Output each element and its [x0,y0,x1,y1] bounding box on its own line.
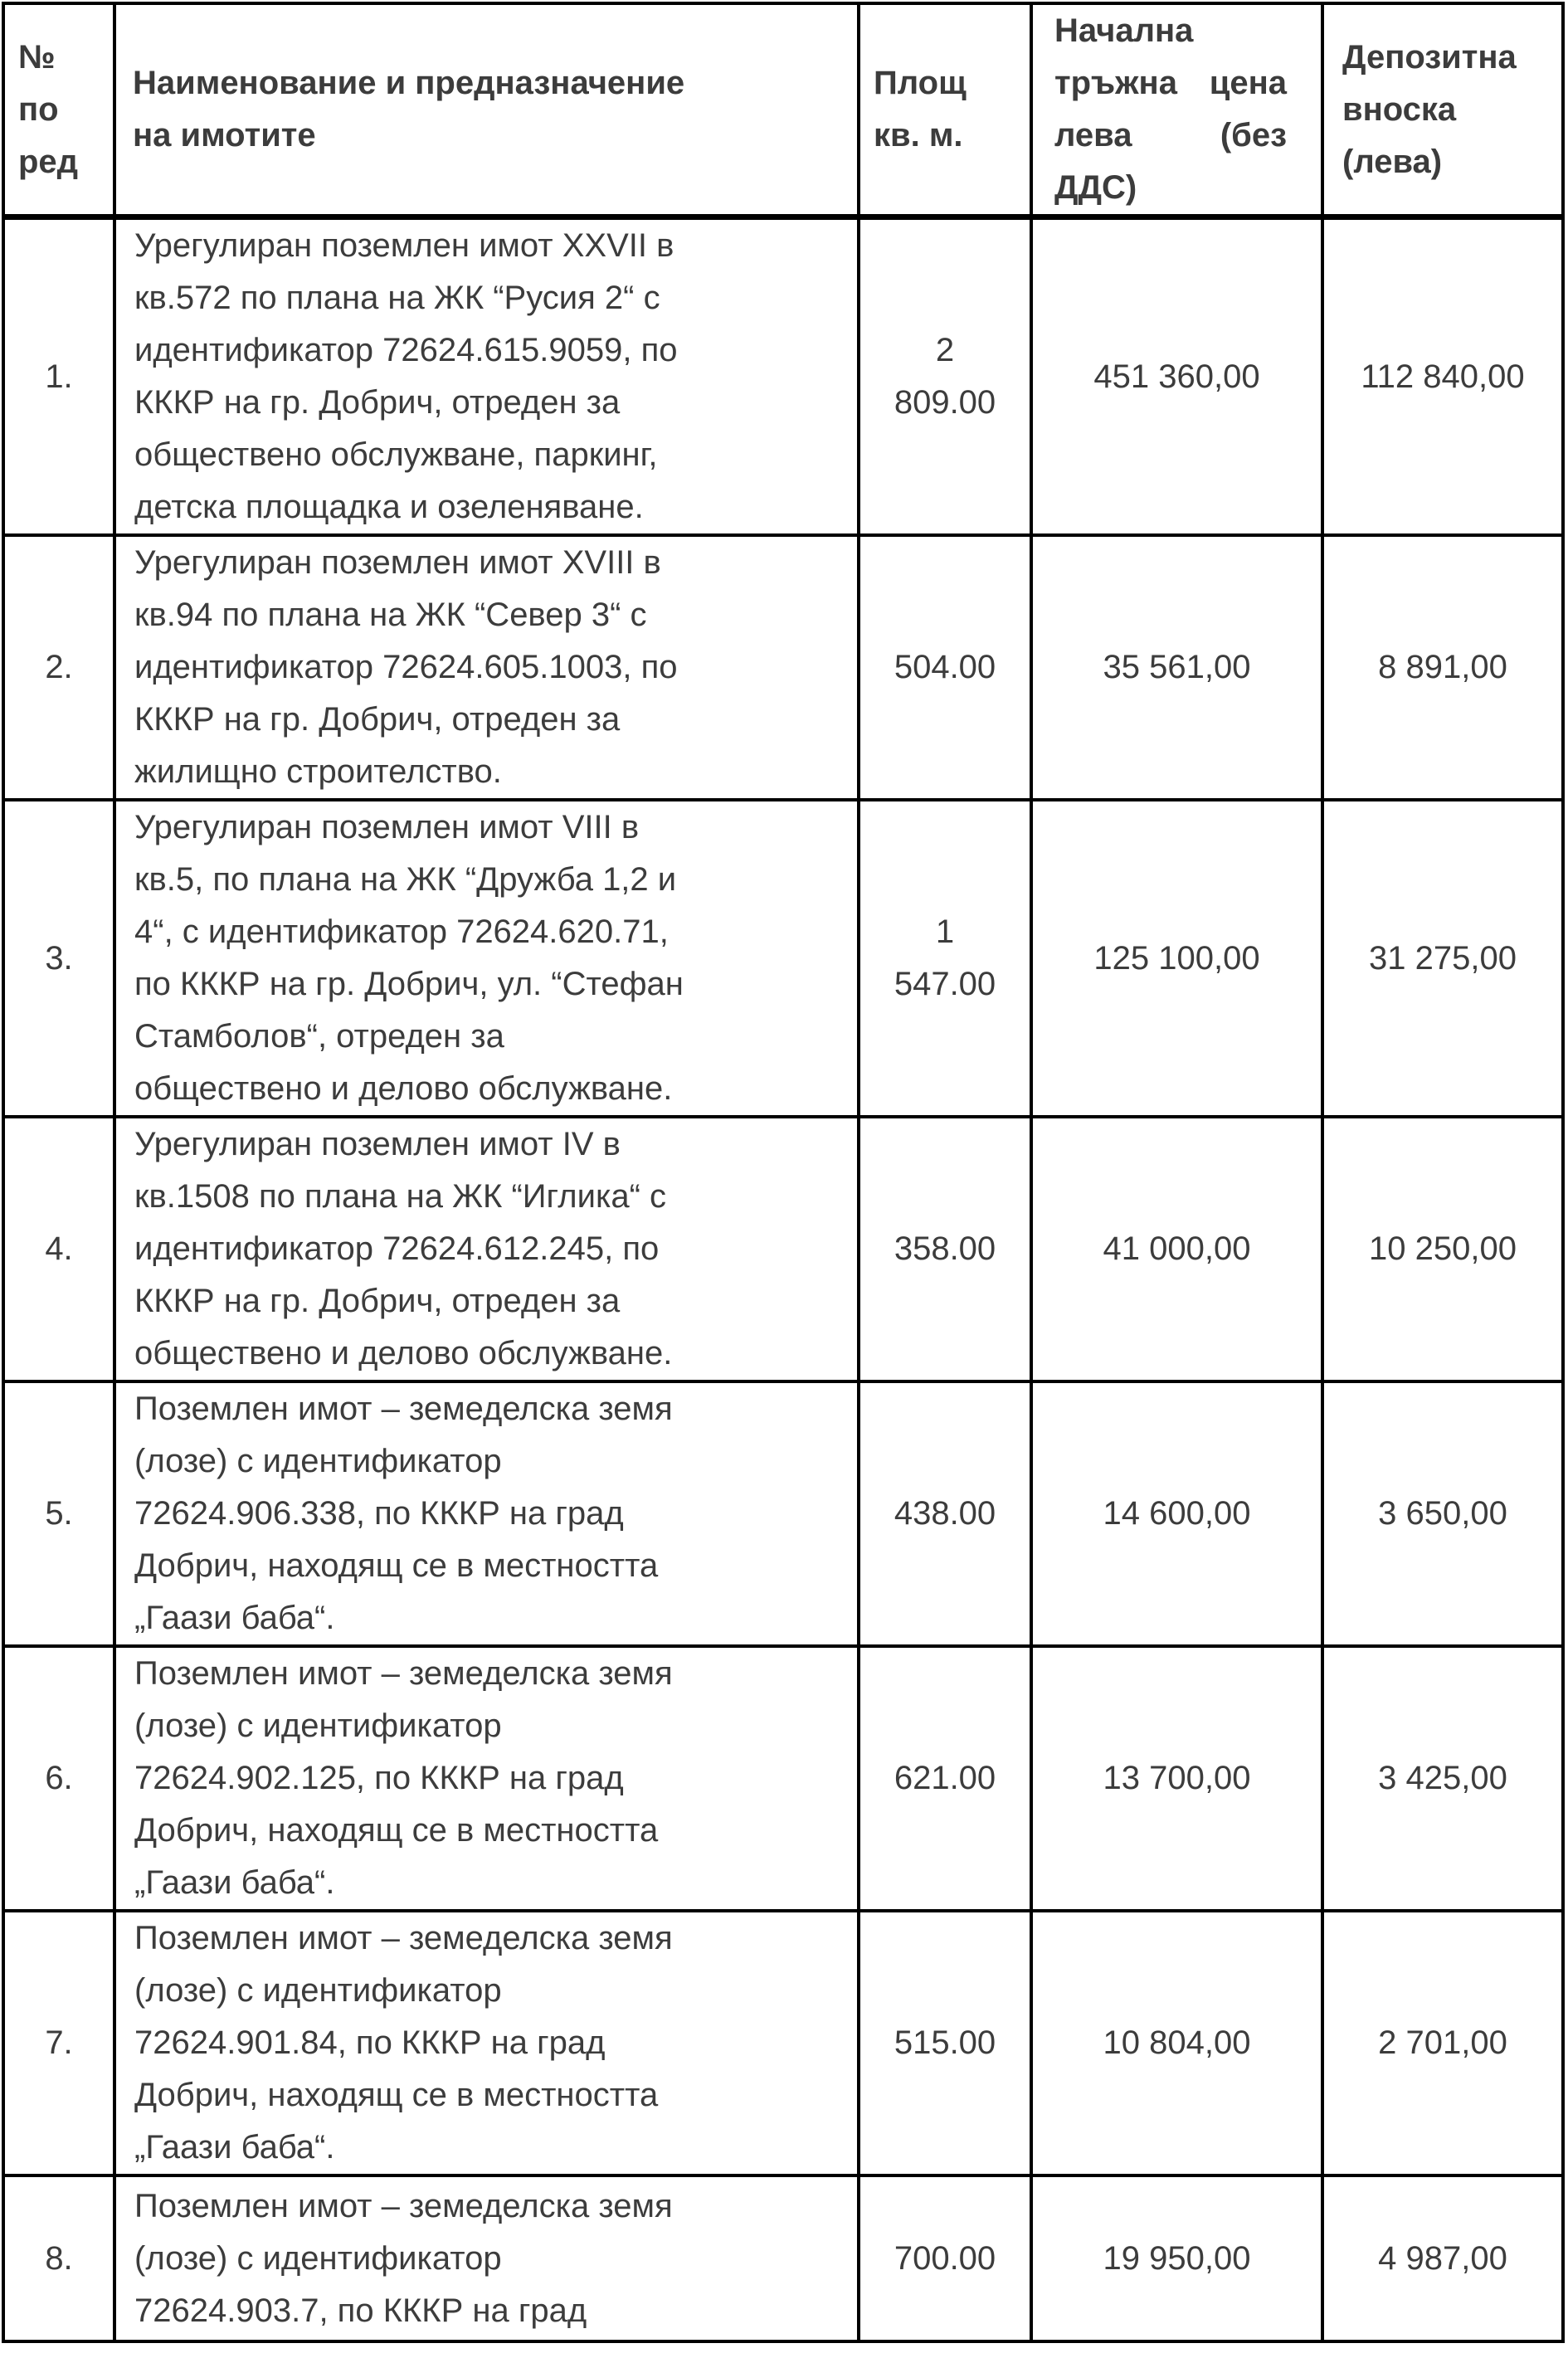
price-cell: 41 000,00 [1031,1117,1322,1381]
deposit-cell: 3 425,00 [1322,1646,1563,1911]
description-text: Урегулиран поземлен имот VIII в кв.5, по плана на ЖК “Дружба 1,2 и 4“, с идентификатор 72624.620.71, по КККР на гр. Добрич, ул. “Стефан Стамболов“, отреден за обществено и делово обслужване. [134,809,684,1107]
area-cell [859,800,1031,1117]
area-value: 515.00 [894,2024,996,2061]
description-cell [114,217,859,536]
deposit-cell: 112 840,00 [1322,217,1563,536]
deposit-cell: 10 250,00 [1322,1117,1563,1381]
description-cell [114,1646,859,1911]
header-starting-price [1031,3,1322,217]
price-cell: 451 360,00 [1031,217,1322,536]
area-cell [859,1911,1031,2175]
row-number-cell: 8. [3,2175,114,2341]
area-cell [859,2175,1031,2341]
description-text: Поземлен имот – земеделска земя (лозе) с идентификатор 72624.906.338, по КККР на град Добрич, находящ се в местността „Гаази баба“. [134,1391,673,1636]
row-number-cell: 4. [3,1117,114,1381]
area-value: 2 809.00 [894,332,996,421]
row-number-cell: 5. [3,1381,114,1646]
area-value: 504.00 [894,649,996,685]
header-description-label: Наименование и предназначение на имотите [133,65,685,153]
price-cell: 10 804,00 [1031,1911,1322,2175]
area-value: 438.00 [894,1495,996,1532]
price-cell: 125 100,00 [1031,800,1322,1117]
price-cell: 13 700,00 [1031,1646,1322,1911]
description-cell [114,1117,859,1381]
row-number-cell: 1. [3,217,114,536]
description-cell [114,535,859,800]
header-starting-price-label: Начална тръжна цена лева (без ДДС) [1054,12,1287,206]
deposit-cell: 31 275,00 [1322,800,1563,1117]
header-area-label: Площ кв. м. [874,65,967,153]
header-description [114,3,859,217]
deposit-cell: 4 987,00 [1322,2175,1563,2341]
row-number-cell: 3. [3,800,114,1117]
description-text: Урегулиран поземлен имот IV в кв.1508 по плана на ЖК “Иглика“ с идентификатор 72624.612.245, по КККР на гр. Добрич, отреден за обществено и делово обслужване. [134,1126,673,1371]
row-number-cell: 6. [3,1646,114,1911]
area-value: 358.00 [894,1230,996,1267]
table-row [3,1381,1563,1646]
description-text: Поземлен имот – земеделска земя (лозе) с идентификатор 72624.901.84, по КККР на град Добрич, находящ се в местността „Гаази баба“. [134,1920,673,2166]
table-row [3,2175,1563,2341]
area-cell [859,217,1031,536]
area-value: 700.00 [894,2239,996,2277]
area-cell [859,1381,1031,1646]
deposit-cell: 2 701,00 [1322,1911,1563,2175]
description-cell [114,1911,859,2175]
price-cell: 14 600,00 [1031,1381,1322,1646]
row-number-cell: 7. [3,1911,114,2175]
description-text: Урегулиран поземлен имот XXVII в кв.572 по плана на ЖК “Русия 2“ с идентификатор 72624.615.9059, по КККР на гр. Добрич, отреден за обществено обслужване, паркинг, детска площадка и озеленяване. [134,227,678,525]
description-text: Поземлен имот – земеделска земя (лозе) с идентификатор 72624.903.7, по КККР на град [134,2187,673,2329]
header-area [859,3,1031,217]
table-row [3,535,1563,800]
table-row [3,1117,1563,1381]
table-row [3,1646,1563,1911]
deposit-cell: 8 891,00 [1322,535,1563,800]
table-row [3,800,1563,1117]
table-row [3,217,1563,536]
deposit-cell: 3 650,00 [1322,1381,1563,1646]
table-row [3,1911,1563,2175]
area-value: 1 547.00 [894,913,996,1002]
properties-table [2,2,1565,2343]
price-cell: 19 950,00 [1031,2175,1322,2341]
area-cell [859,1646,1031,1911]
area-cell [859,535,1031,800]
row-number-cell: 2. [3,535,114,800]
header-row [3,3,1563,217]
area-cell [859,1117,1031,1381]
description-cell [114,2175,859,2341]
description-cell [114,1381,859,1646]
description-text: Поземлен имот – земеделска земя (лозе) с идентификатор 72624.902.125, по КККР на град Добрич, находящ се в местността „Гаази баба“. [134,1655,673,1901]
header-deposit-label: Депозитна вноска (лева) [1342,38,1517,180]
header-row-number [3,3,114,217]
description-cell [114,800,859,1117]
area-value: 621.00 [894,1760,996,1796]
price-cell: 35 561,00 [1031,535,1322,800]
header-deposit [1322,3,1563,217]
header-row-number-label: № по ред [18,38,79,180]
description-text: Урегулиран поземлен имот XVIII в кв.94 по плана на ЖК “Север 3“ с идентификатор 72624.605.1003, по КККР на гр. Добрич, отреден за жилищно строителство. [134,544,678,790]
